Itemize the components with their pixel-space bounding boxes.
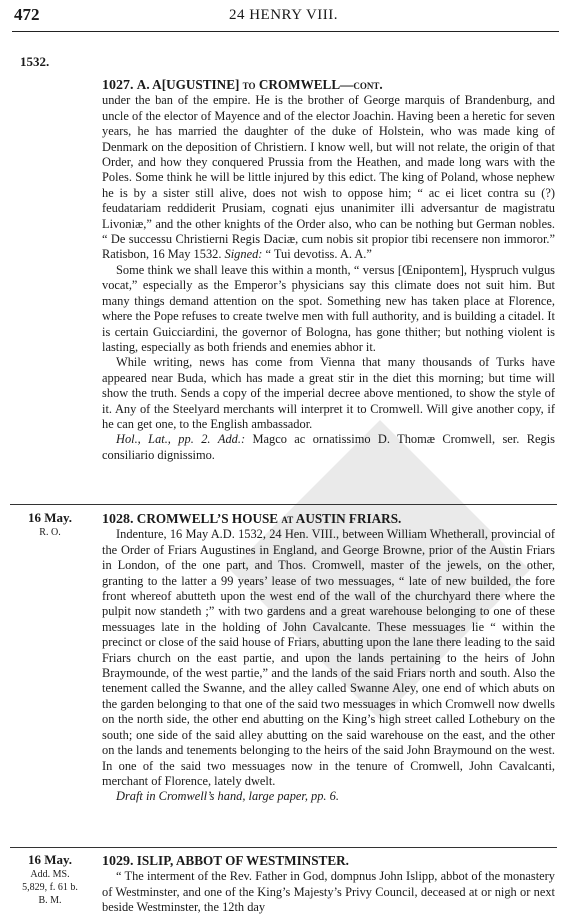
margin-date: 16 May. — [27, 852, 73, 867]
page-number: 472 — [14, 5, 40, 24]
address-text: Magco ac ornatissimo D. Thomæ Cromwell, ser. Regis consiliario dignissimo. — [102, 432, 555, 462]
margin-reference: Add. MS. — [30, 869, 70, 880]
paragraph: While writing, news has come from Vienna that many thousands of Turks have appeared near Buda, which has made a great stir in the diet this morning; but time will show the truth. Sends a copy of the imperial decree above mentioned, to show the style of it. Any of the Steelyard merchants will interpret it to Cromwell. Will give another copy, if he can get one, to the English ambassador. — [102, 355, 555, 431]
signed-label: Signed: — [224, 247, 263, 262]
paragraph: Indenture, 16 May A.D. 1532, 24 Hen. VIII., between William Whetherall, provincial of the Order of Friars Augustines in England, and George Browne, prior of the Austin Friars in London, of the one part, and Thos. Cromwell, master of the jewels, on the other, granting to the latter a 99 years’ lease of two messuages, “ late of new builded, the fore front whereof abutteth upon the west end of the wall of the churchyard there where the pulpit now standeth ;” with two gardens and a great warehouse belonging to one of these messuages late in the holding of John Cavalcante. These messuages lie “ within the precinct or close of the said house of Friars, abutting upon the lane there leading to the said Friars church on the east partie, and upon the lands pertaining to the heirs of John Braymounde, of the west partie,” and the lands of the said Friars north and south. Also the tenement called the Swanne, and the alley called Swanne Aley, one end of which abuts on the garden belonging to that one of the said two messuages in which Cromwell now dwells on the north side, the other end abutting on the King’s high street called Lothebury on the south; one side of the said alley abutting on the said warehouse on the east, and the other on the lands and tenements belonging to the heirs of the said John Braymound on the west. In one of the said two messuages now in the tenure of Cromwell, John Cavalcanti, merchant of Florence, lately dwelt. — [102, 527, 555, 788]
header-rule — [12, 31, 559, 32]
paragraph — [102, 93, 555, 262]
running-title: 24 HENRY VIII. — [228, 7, 339, 23]
paragraph-text: under the ban of the empire. He is the brother of George marquis of Brandenburg, and uncle of the elector of Mayence and of the elector Joachin. Having been a heretic for seven years, he has married the daughter of the duke of Holstein, who was made king of Denmark on the deposition of Christiern. I know well, but will not relate, the origin of that Order, and how they conquered Prussia from the Heathen, and made long wars with the Poles. Some think he will be little injured by this edict. The king of Poland, whose nephew he is by a sister still alive, does not wish to oppose him; “ ac ei licet contra su (?) feudatariam reddiderit Prusiam, cognati ejus unanimiter illi adversantur de magistratu Livoniæ,” and the other knights of the Order also, who can be nothing but German nobles. “ De successu Christierni Regis Daciæ, cum nobis sit propior tibi recensere non immoror.” Ratisbon, 16 May 1532. — [102, 93, 555, 262]
paragraph: “ The interment of the Rev. Father in God, dompnus John Islipp, abbot of the monastery of Westminster, and one of the King’s Majesty’s Privy Council, deceased at or nigh or next beside Westminster, the 12th day — [102, 869, 555, 915]
source-note: Draft in Cromwell’s hand, large paper, pp. 6. — [116, 789, 339, 804]
signed-text: “ Tui devotiss. A. A.” — [265, 247, 372, 262]
entry-1029 — [102, 853, 555, 916]
running-head — [14, 5, 553, 31]
margin-reference: R. O. — [39, 527, 61, 538]
entry-divider — [10, 504, 557, 505]
entry-heading — [102, 77, 555, 93]
entry-1028 — [102, 511, 555, 805]
entry-number: 1029. — [102, 854, 134, 869]
margin-reference: 5,829, f. 61 b. — [22, 882, 78, 893]
margin-date: 16 May. — [27, 510, 73, 525]
entry-title: A. A[UGUSTINE] to CROMWELL—cont. — [136, 77, 383, 92]
entry-heading — [102, 511, 555, 527]
address-label: Add.: — [217, 432, 246, 447]
entry-1027 — [102, 77, 555, 463]
year-marker: 1532. — [20, 54, 50, 69]
entry-title: ISLIP, ABBOT OF WESTMINSTER. — [136, 853, 349, 868]
margin-reference: B. M. — [38, 895, 62, 906]
entry-number: 1027. — [102, 78, 134, 93]
paragraph: Some think we shall leave this within a month, “ versus [Œnipontem], Hyspruch vulgus vocat,” especially as the Emperor’s physicians say this climate does not suit him. But many things demand attention on the spot. Something new has taken place at Florence, where the Pope refuses to create twelve men with full authority, and is building a citadel. It is certain Guicciardini, the governor of Bologna, has gone thither; but nothing violent is lasting, especially as both friends and enemies abhor it. — [102, 262, 555, 354]
entry-divider — [10, 847, 557, 848]
source-note — [102, 432, 555, 463]
entry-heading — [102, 853, 555, 869]
entry-number: 1028. — [102, 512, 134, 527]
source-description: Hol., Lat., pp. 2. — [116, 432, 211, 447]
margin-note-1028 — [10, 510, 90, 539]
entry-title: CROMWELL’S HOUSE at AUSTIN FRIARS. — [136, 511, 402, 526]
margin-note-1029 — [10, 852, 90, 907]
